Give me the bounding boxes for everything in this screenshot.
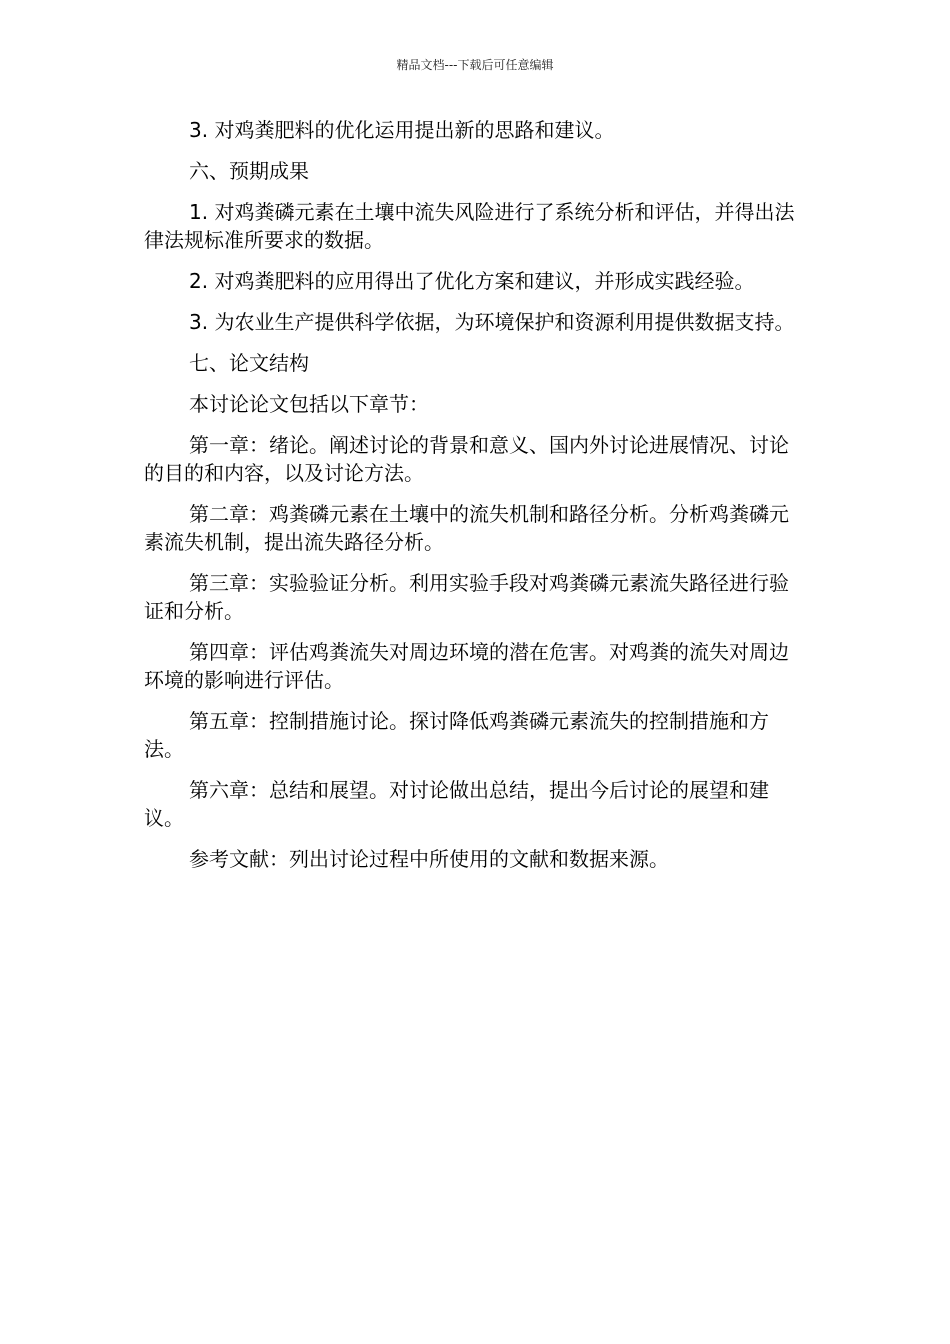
paragraph-chapter-2: 第二章：鸡粪磷元素在土壤中的流失机制和路径分析。分析鸡粪磷元素流失机制，提出流失路径分析。: [144, 502, 789, 554]
section-heading-thesis-structure: 七、论文结构: [189, 351, 309, 375]
paragraph-chapter-1: 第一章：绪论。阐述讨论的背景和意义、国内外讨论进展情况、讨论的目的和内容，以及讨论方法。: [144, 433, 789, 485]
paragraph-chapter-4: 第四章：评估鸡粪流失对周边环境的潜在危害。对鸡粪的流失对周边环境的影响进行评估。: [144, 640, 789, 692]
paragraph-chapter-3: 第三章：实验验证分析。利用实验手段对鸡粪磷元素流失路径进行验证和分析。: [144, 571, 789, 623]
paragraph-chapter-6: 第六章：总结和展望。对讨论做出总结，提出今后讨论的展望和建议。: [144, 778, 769, 830]
document-body: [144, 116, 808, 886]
paragraph-result-1: 1. 对鸡粪磷元素在土壤中流失风险进行了系统分析和评估，并得出法律法规标准所要求的数据。: [144, 200, 795, 252]
page-header: 精品文档---下载后可任意编辑: [396, 58, 554, 72]
paragraph-goal-3: 3. 对鸡粪肥料的优化运用提出新的思路和建议。: [189, 118, 615, 142]
paragraph-result-2: 2. 对鸡粪肥料的应用得出了优化方案和建议，并形成实践经验。: [189, 269, 755, 293]
paragraph-result-3: 3. 为农业生产提供科学依据，为环境保护和资源利用提供数据支持。: [189, 310, 795, 334]
section-heading-expected-results: 六、预期成果: [189, 159, 309, 183]
paragraph-references: 参考文献：列出讨论过程中所使用的文献和数据来源。: [189, 847, 669, 871]
paragraph-chapter-5: 第五章：控制措施讨论。探讨降低鸡粪磷元素流失的控制措施和方法。: [144, 709, 769, 761]
paragraph-structure-intro: 本讨论论文包括以下章节：: [189, 392, 429, 416]
